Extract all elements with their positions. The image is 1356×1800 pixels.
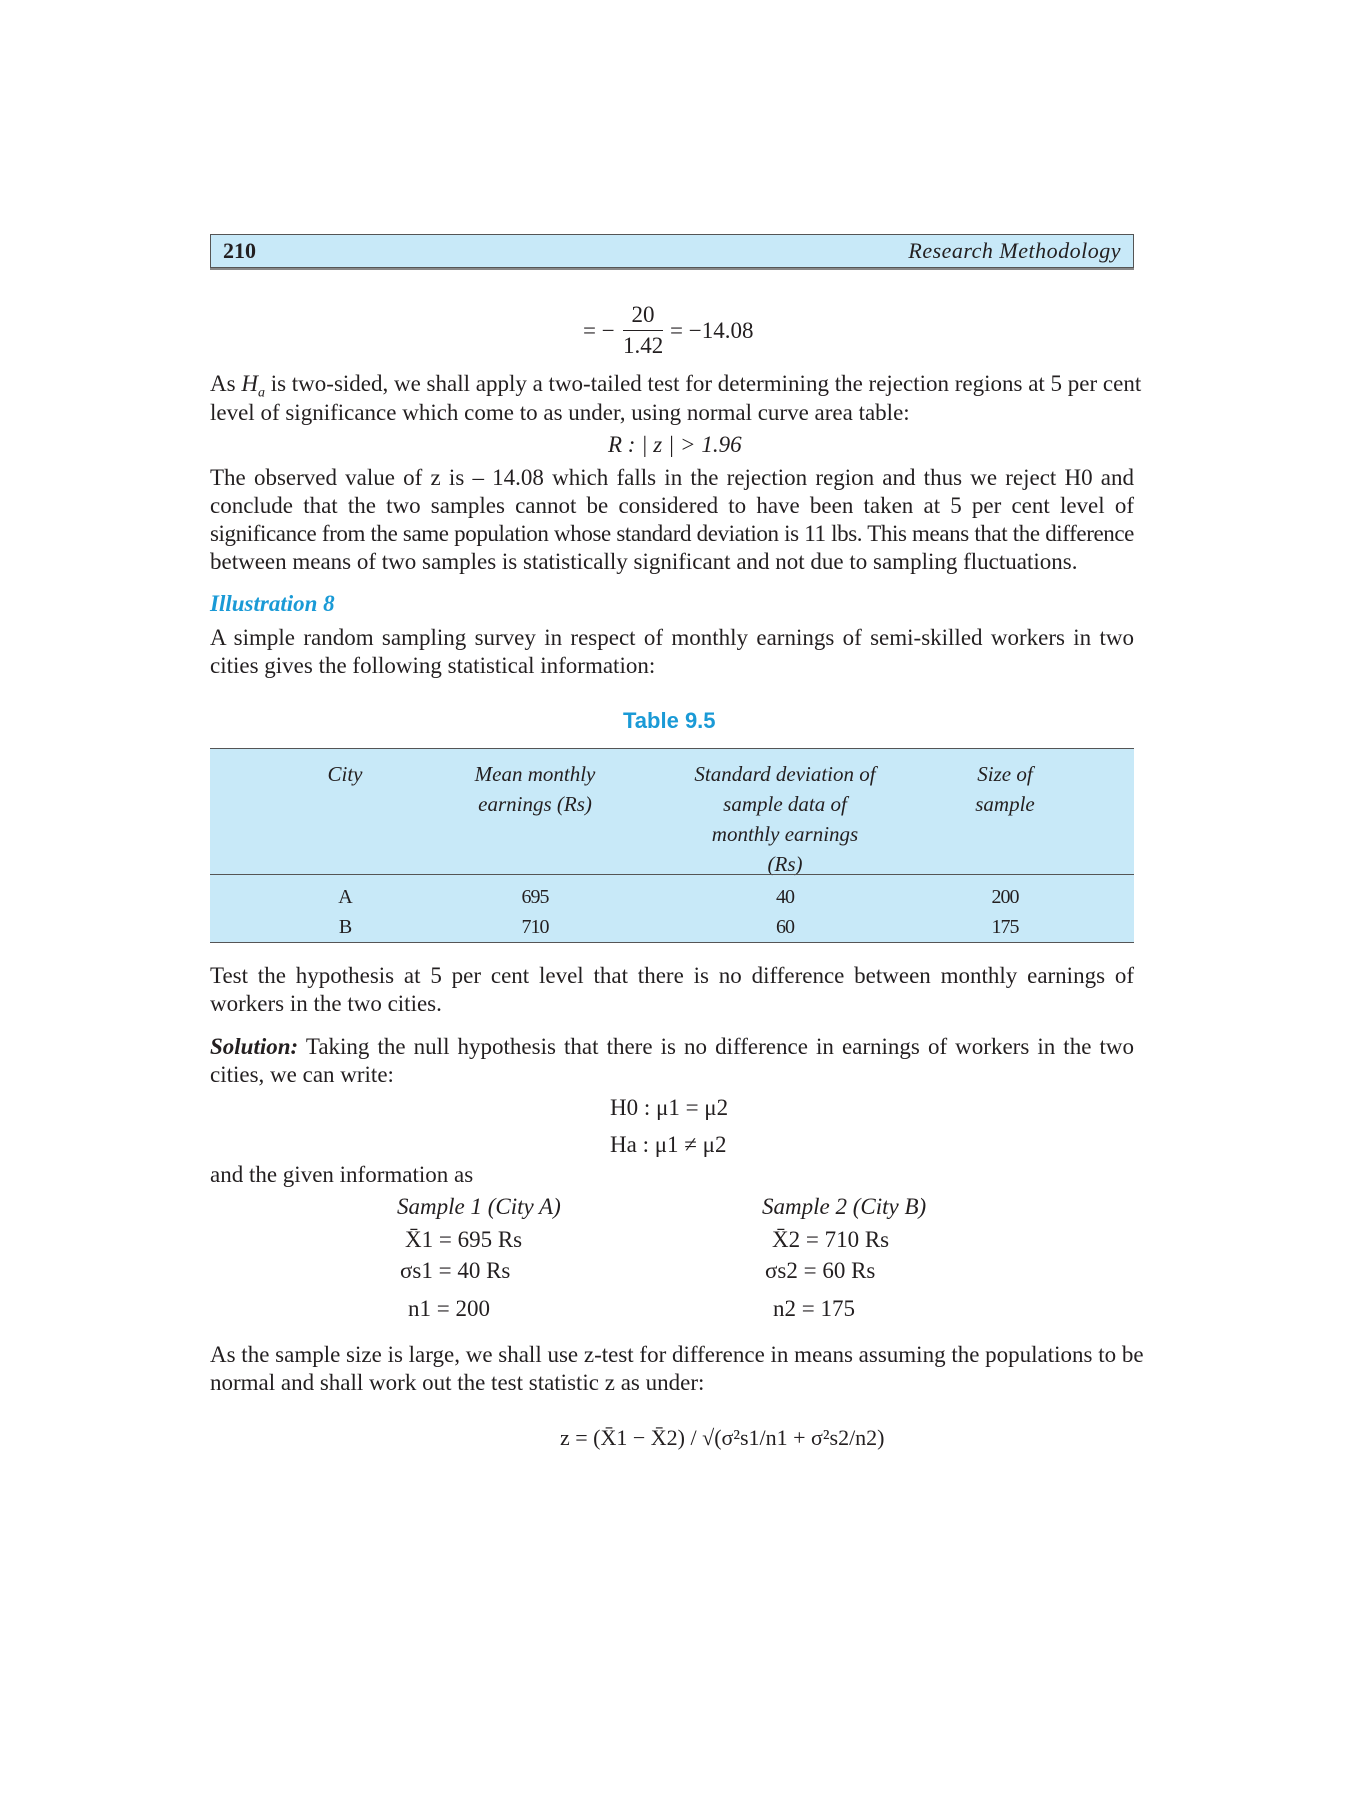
cell: B <box>338 916 352 938</box>
sample1-title: Sample 1 (City A) <box>397 1194 561 1219</box>
sample2-sd: σs2 = 60 Rs <box>765 1258 876 1283</box>
solution-label: Solution: <box>210 1034 299 1059</box>
para3-line: A simple random sampling survey in respect of monthly earnings of semi-skilled workers in two <box>210 625 1134 650</box>
col-header-sd: Standard deviation of sample data of monthly earnings (Rs) <box>694 762 876 876</box>
cell: 175 <box>991 916 1019 938</box>
eq-numerator: 20 <box>631 302 655 327</box>
para5-line: normal and shall work out the test statistic z as under: <box>210 1370 705 1395</box>
text: Taking the null hypothesis that there is no difference in earnings of workers in the two <box>298 1034 1134 1059</box>
z-formula: z = (X̄1 − X̄2) / √(σ²s1/n1 + σ²s2/n2) <box>560 1425 885 1450</box>
cell: 200 <box>991 886 1019 908</box>
null-hypothesis: H0 : μ1 = μ2 <box>610 1095 729 1120</box>
cell: 710 <box>521 916 549 938</box>
sample2-n: n2 = 175 <box>773 1296 855 1321</box>
cell: 40 <box>776 886 794 908</box>
solution-line1 <box>210 1033 1134 1061</box>
eq-result: = −14.08 <box>670 318 754 343</box>
col-header-city: City <box>327 762 363 786</box>
para2-line: The observed value of z is – 14.08 which falls in the rejection region and thus we reject H0 and <box>210 465 1134 490</box>
cell: 60 <box>776 916 794 938</box>
col-header-mean: Mean monthly earnings (Rs) <box>474 762 596 816</box>
para3-line: cities gives the following statistical information: <box>210 653 656 678</box>
sample1-sd: σs1 = 40 Rs <box>400 1258 511 1283</box>
para2-line: significance from the same population whose standard deviation is 11 lbs. This means that the difference <box>210 521 1134 546</box>
solution-line2: cities, we can write: <box>210 1062 394 1087</box>
sample1-n: n1 = 200 <box>408 1296 490 1321</box>
given-text: and the given information as <box>210 1162 474 1187</box>
text: As <box>210 371 242 396</box>
rejection-region: R : | z | > 1.96 <box>608 432 742 457</box>
eq-fraction <box>623 300 663 361</box>
sample1-mean: X̄1 = 695 Rs <box>405 1227 523 1252</box>
sample2-title: Sample 2 (City B) <box>762 1194 927 1219</box>
para4-line: Test the hypothesis at 5 per cent level that there is no difference between monthly earnings of <box>210 963 1134 988</box>
book-title: Research Methodology <box>908 238 1121 263</box>
para2-line: conclude that the two samples cannot be considered to have been taken at 5 per cent level of <box>210 493 1134 518</box>
para1-line2: level of significance which come to as under, using normal curve area table: <box>210 400 910 425</box>
table-caption: Table 9.5 <box>623 708 716 733</box>
cell: A <box>338 886 352 908</box>
para5-line: As the sample size is large, we shall use z-test for difference in means assuming the populations to be <box>210 1342 1144 1367</box>
text: H <box>241 371 258 396</box>
text: is two-sided, we shall apply a two-tailed test for determining the rejection regions at 5 per cent <box>264 371 1142 396</box>
para4-line: workers in the two cities. <box>210 991 442 1016</box>
eq-denominator: 1.42 <box>623 330 663 361</box>
illustration-heading: Illustration 8 <box>210 591 335 616</box>
running-header <box>210 234 1134 268</box>
alt-hypothesis: Ha : μ1 ≠ μ2 <box>610 1132 727 1157</box>
page-number: 210 <box>223 238 256 263</box>
text: a <box>257 385 265 401</box>
cell: 695 <box>521 886 549 908</box>
eq-prefix: = − <box>583 318 615 343</box>
col-header-size: Size of sample <box>975 762 1035 816</box>
data-table <box>210 748 1134 943</box>
para2-line: between means of two samples is statistically significant and not due to sampling fluctuations. <box>210 549 1078 574</box>
sample2-mean: X̄2 = 710 Rs <box>772 1227 890 1252</box>
table-divider <box>210 874 1134 875</box>
